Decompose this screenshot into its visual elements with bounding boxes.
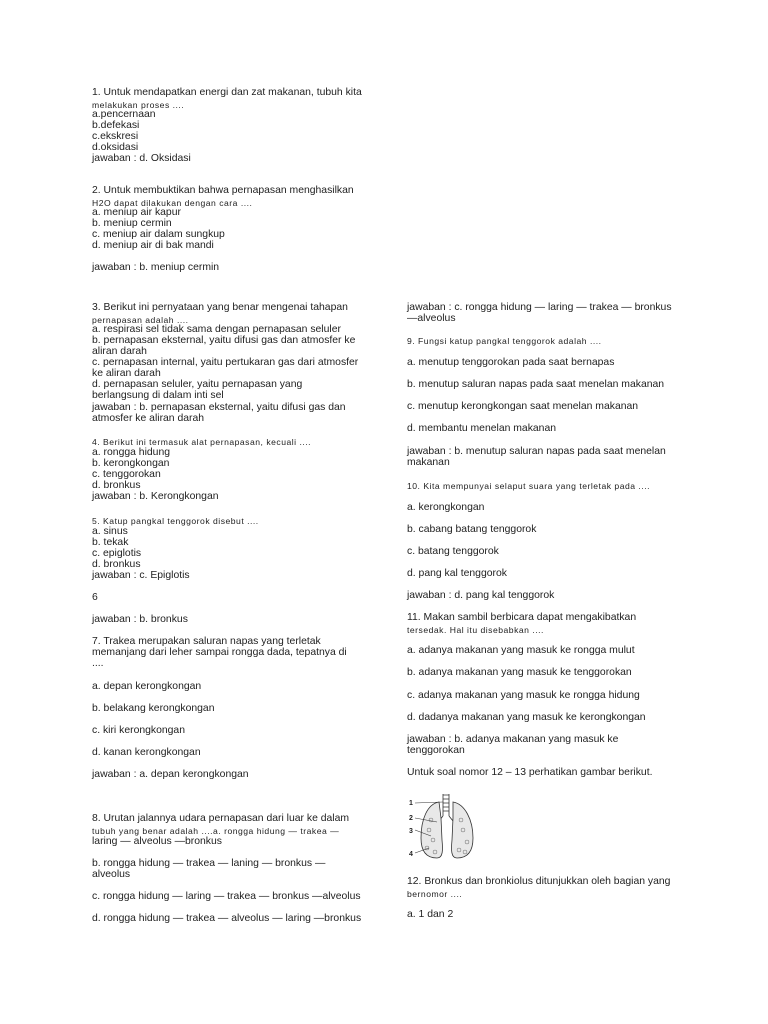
lungs-diagram xyxy=(407,790,517,862)
text-line: b.defekasi xyxy=(92,120,140,131)
text-line: 9. Fungsi katup pangkal tenggorok adalah .... xyxy=(407,336,602,346)
text-line: d. pang kal tenggorok xyxy=(407,568,507,579)
text-line: d. kanan kerongkongan xyxy=(92,747,201,758)
text-line: b. cabang batang tenggorok xyxy=(407,524,537,535)
text-line: jawaban : b. pernapasan eksternal, yaitu difusi gas dan xyxy=(92,402,346,413)
text-line: b. tekak xyxy=(92,537,129,548)
text-line: jawaban : a. depan kerongkongan xyxy=(92,769,249,780)
text-line: atmosfer ke aliran darah xyxy=(92,413,205,424)
text-line: melakukan proses .... xyxy=(92,100,185,110)
text-line: d. dadanya makanan yang masuk ke kerongkongan xyxy=(407,712,646,723)
diagram-label-3: 3 xyxy=(409,828,413,835)
text-line: 8. Urutan jalannya udara pernapasan dari luar ke dalam xyxy=(92,813,350,824)
text-line: jawaban : b. meniup cermin xyxy=(92,262,220,273)
text-line: c.ekskresi xyxy=(92,131,139,142)
text-line: memanjang dari leher sampai rongga dada, tepatnya di xyxy=(92,647,347,658)
text-line: d. pernapasan seluler, yaitu pernapasan yang xyxy=(92,379,303,390)
text-line: a. kerongkongan xyxy=(407,502,485,513)
text-line: jawaban : c. Epiglotis xyxy=(92,570,190,581)
text-line: tersedak. Hal itu disebabkan .... xyxy=(407,625,544,635)
text-line: laring — alveolus —bronkus xyxy=(92,836,222,847)
text-line: a.pencernaan xyxy=(92,109,156,120)
text-line: .... xyxy=(92,658,104,669)
text-line: 5. Katup pangkal tenggorok disebut .... xyxy=(92,516,259,526)
text-line: pernapasan adalah .... xyxy=(92,315,189,325)
text-line: d. meniup air di bak mandi xyxy=(92,240,214,251)
text-line: 7. Trakea merupakan saluran napas yang terletak xyxy=(92,636,321,647)
text-line: c. adanya makanan yang masuk ke rongga hidung xyxy=(407,690,640,701)
text-line: 4. Berikut ini termasuk alat pernapasan, kecuali .... xyxy=(92,437,312,447)
text-line: berlangsung di dalam inti sel xyxy=(92,390,224,401)
text-line: a. sinus xyxy=(92,526,128,537)
text-line: 1. Untuk mendapatkan energi dan zat makanan, tubuh kita xyxy=(92,87,362,98)
text-line: d.oksidasi xyxy=(92,142,139,153)
text-line: H2O dapat dilakukan dengan cara .... xyxy=(92,198,253,208)
text-line: d. membantu menelan makanan xyxy=(407,423,557,434)
text-line: d. bronkus xyxy=(92,480,141,491)
text-line: a. adanya makanan yang masuk ke rongga mulut xyxy=(407,645,635,656)
diagram-label-2: 2 xyxy=(409,815,413,822)
text-line: ke aliran darah xyxy=(92,368,161,379)
text-line: jawaban : d. pang kal tenggorok xyxy=(407,590,555,601)
text-line: b. rongga hidung — trakea — laning — bronkus — xyxy=(92,858,326,869)
text-line: Untuk soal nomor 12 – 13 perhatikan gambar berikut. xyxy=(407,767,653,778)
text-line: jawaban : c. rongga hidung — laring — trakea — bronkus xyxy=(407,302,672,313)
diagram-label-1: 1 xyxy=(409,800,413,807)
text-line: a. depan kerongkongan xyxy=(92,681,202,692)
text-line: makanan xyxy=(407,457,450,468)
text-line: c. rongga hidung — laring — trakea — bronkus —alveolus xyxy=(92,891,361,902)
text-line: b. menutup saluran napas pada saat menelan makanan xyxy=(407,379,665,390)
text-line: jawaban : b. bronkus xyxy=(92,614,188,625)
text-line: tenggorokan xyxy=(407,745,465,756)
text-line: b. adanya makanan yang masuk ke tenggorokan xyxy=(407,667,632,678)
text-line: jawaban : d. Oksidasi xyxy=(92,153,191,164)
text-line: d. rongga hidung — trakea — alveolus — laring —bronkus xyxy=(92,913,362,924)
text-line: 2. Untuk membuktikan bahwa pernapasan menghasilkan xyxy=(92,185,354,196)
text-line: c. batang tenggorok xyxy=(407,546,499,557)
text-line: 10. Kita mempunyai selaput suara yang terletak pada .... xyxy=(407,481,650,491)
text-line: b. belakang kerongkongan xyxy=(92,703,215,714)
trachea-shape xyxy=(443,794,449,816)
trachea-rings xyxy=(443,795,449,811)
text-line: c. epiglotis xyxy=(92,548,142,559)
text-line: c. kiri kerongkongan xyxy=(92,725,185,736)
text-line: a. 1 dan 2 xyxy=(407,909,454,920)
text-line: 3. Berikut ini pernyataan yang benar mengenai tahapan xyxy=(92,302,348,313)
text-line: a. rongga hidung xyxy=(92,447,170,458)
text-line: jawaban : b. adanya makanan yang masuk ke xyxy=(407,734,619,745)
text-line: a. respirasi sel tidak sama dengan pernapasan seluler xyxy=(92,324,341,335)
text-line: aliran darah xyxy=(92,346,147,357)
text-line: a. meniup air kapur xyxy=(92,207,181,218)
text-line: tubuh yang benar adalah ....a. rongga hidung — trakea — xyxy=(92,826,340,836)
text-line: 6 xyxy=(92,592,98,603)
right-lung-shape xyxy=(452,802,473,858)
text-line: jawaban : b. menutup saluran napas pada saat menelan xyxy=(407,446,666,457)
text-line: a. menutup tenggorokan pada saat bernapas xyxy=(407,357,615,368)
text-line: d. bronkus xyxy=(92,559,141,570)
text-line: c. meniup air dalam sungkup xyxy=(92,229,225,240)
text-line: b. kerongkongan xyxy=(92,458,170,469)
text-line: jawaban : b. Kerongkongan xyxy=(92,491,219,502)
diagram-label-4: 4 xyxy=(409,851,413,858)
text-line: 11. Makan sambil berbicara dapat mengakibatkan xyxy=(407,612,637,623)
text-line: c. menutup kerongkongan saat menelan makanan xyxy=(407,401,639,412)
text-line: bernomor .... xyxy=(407,889,463,899)
text-line: b. meniup cermin xyxy=(92,218,172,229)
text-line: c. tenggorokan xyxy=(92,469,161,480)
text-line: b. pernapasan eksternal, yaitu difusi gas dan atmosfer ke xyxy=(92,335,356,346)
text-line: c. pernapasan internal, yaitu pertukaran gas dari atmosfer xyxy=(92,357,359,368)
text-line: 12. Bronkus dan bronkiolus ditunjukkan oleh bagian yang xyxy=(407,876,671,887)
text-line: alveolus xyxy=(92,869,131,880)
text-line: —alveolus xyxy=(407,313,456,324)
